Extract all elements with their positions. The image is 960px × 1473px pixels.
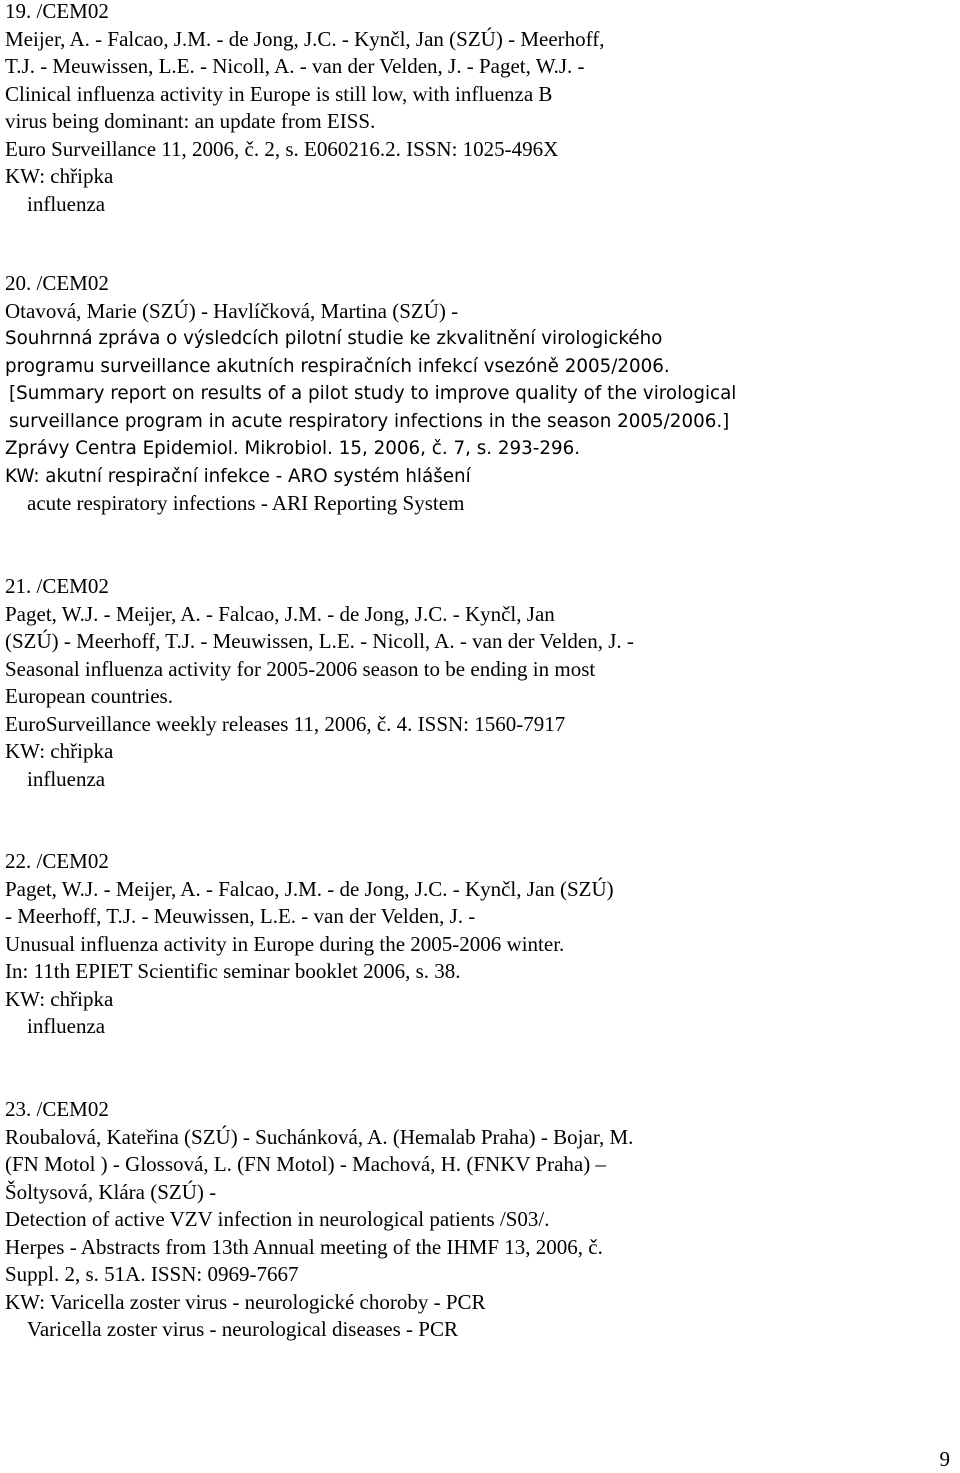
bibliography-entry-23 bbox=[5, 1096, 955, 1344]
entry-translated-title-line: surveillance program in acute respiratory infections in the season 2005/2006.] bbox=[9, 410, 730, 432]
entry-keywords-english: Varicella zoster virus - neurological diseases - PCR bbox=[27, 1317, 458, 1341]
entry-title-line: Detection of active VZV infection in neurological patients /S03/. bbox=[5, 1207, 550, 1231]
entry-authors-line: Paget, W.J. - Meijer, A. - Falcao, J.M. - de Jong, J.C. - Kynčl, Jan bbox=[5, 601, 555, 626]
entry-authors-line: T.J. - Meuwissen, L.E. - Nicoll, A. - van der Velden, J. - Paget, W.J. - bbox=[5, 54, 585, 78]
entry-keywords-english: influenza bbox=[27, 766, 106, 791]
entry-keywords-english: acute respiratory infections - ARI Reporting System bbox=[27, 491, 465, 515]
entry-number: 23. /CEM02 bbox=[5, 1097, 109, 1121]
entry-authors-line: - Meerhoff, T.J. - Meuwissen, L.E. - van der Velden, J. - bbox=[5, 904, 476, 928]
bibliography-entry-20 bbox=[5, 270, 955, 518]
entry-source-line: In: 11th EPIET Scientific seminar booklet 2006, s. 38. bbox=[5, 959, 461, 983]
entry-authors-line: Paget, W.J. - Meijer, A. - Falcao, J.M. - de Jong, J.C. - Kynčl, Jan (SZÚ) bbox=[5, 876, 614, 901]
entry-authors-line: Otavová, Marie (SZÚ) - Havlíčková, Martina (SZÚ) - bbox=[5, 298, 459, 323]
entry-number: 22. /CEM02 bbox=[5, 849, 109, 873]
entry-authors-line: (FN Motol ) - Glossová, L. (FN Motol) - Machová, H. (FNKV Praha) – bbox=[5, 1152, 606, 1176]
entry-number: 19. /CEM02 bbox=[5, 0, 109, 23]
bibliography-entry-22 bbox=[5, 848, 955, 1041]
entry-source-line: EuroSurveillance weekly releases 11, 2006, č. 4. ISSN: 1560-7917 bbox=[5, 711, 566, 736]
entry-keywords: KW: chřipka bbox=[5, 986, 114, 1011]
document-page bbox=[5, 0, 955, 1473]
entry-keywords: KW: chřipka bbox=[5, 164, 114, 188]
entry-title-line: virus being dominant: an update from EISS. bbox=[5, 109, 376, 133]
entry-keywords: KW: Varicella zoster virus - neurologické choroby - PCR bbox=[5, 1289, 486, 1314]
entry-source-line: Zprávy Centra Epidemiol. Mikrobiol. 15, 2006, č. 7, s. 293-296. bbox=[5, 438, 581, 459]
entry-source-line: Euro Surveillance 11, 2006, č. 2, s. E060216.2. ISSN: 1025-496X bbox=[5, 136, 559, 161]
entry-title-line: programu surveillance akutních respiračních infekcí vsezóně 2005/2006. bbox=[5, 355, 670, 377]
entry-keywords-english: influenza bbox=[27, 191, 106, 216]
entry-source-line: Suppl. 2, s. 51A. ISSN: 0969-7667 bbox=[5, 1262, 299, 1286]
entry-number: 21. /CEM02 bbox=[5, 574, 109, 598]
entry-authors-line: Meijer, A. - Falcao, J.M. - de Jong, J.C. - Kynčl, Jan (SZÚ) - Meerhoff, bbox=[5, 26, 605, 51]
entry-source-line: Herpes - Abstracts from 13th Annual meeting of the IHMF 13, 2006, č. bbox=[5, 1234, 603, 1259]
page-number: 9 bbox=[939, 1447, 950, 1471]
bibliography-entry-21 bbox=[5, 573, 955, 793]
entry-keywords-english: influenza bbox=[27, 1014, 106, 1038]
entry-title-line: Unusual influenza activity in Europe during the 2005-2006 winter. bbox=[5, 931, 565, 956]
entry-keywords: KW: chřipka bbox=[5, 739, 114, 763]
entry-title-line: Clinical influenza activity in Europe is still low, with influenza B bbox=[5, 81, 553, 106]
entry-title-line: Souhrnná zpráva o výsledcích pilotní studie ke zkvalitnění virologického bbox=[5, 328, 663, 349]
entry-number: 20. /CEM02 bbox=[5, 271, 109, 295]
bibliography-entry-19 bbox=[5, 0, 955, 218]
entry-title-line: European countries. bbox=[5, 684, 173, 708]
entry-authors-line: (SZÚ) - Meerhoff, T.J. - Meuwissen, L.E. - Nicoll, A. - van der Velden, J. - bbox=[5, 629, 634, 653]
entry-translated-title-line: [Summary report on results of a pilot study to improve quality of the virological bbox=[9, 383, 737, 404]
entry-keywords: KW: akutní respirační infekce - ARO systém hlášení bbox=[5, 465, 471, 487]
entry-authors-line: Roubalová, Kateřina (SZÚ) - Suchánková, A. (Hemalab Praha) - Bojar, M. bbox=[5, 1124, 634, 1149]
entry-title-line: Seasonal influenza activity for 2005-2006 season to be ending in most bbox=[5, 656, 596, 681]
entry-authors-line: Šoltysová, Klára (SZÚ) - bbox=[5, 1179, 217, 1204]
